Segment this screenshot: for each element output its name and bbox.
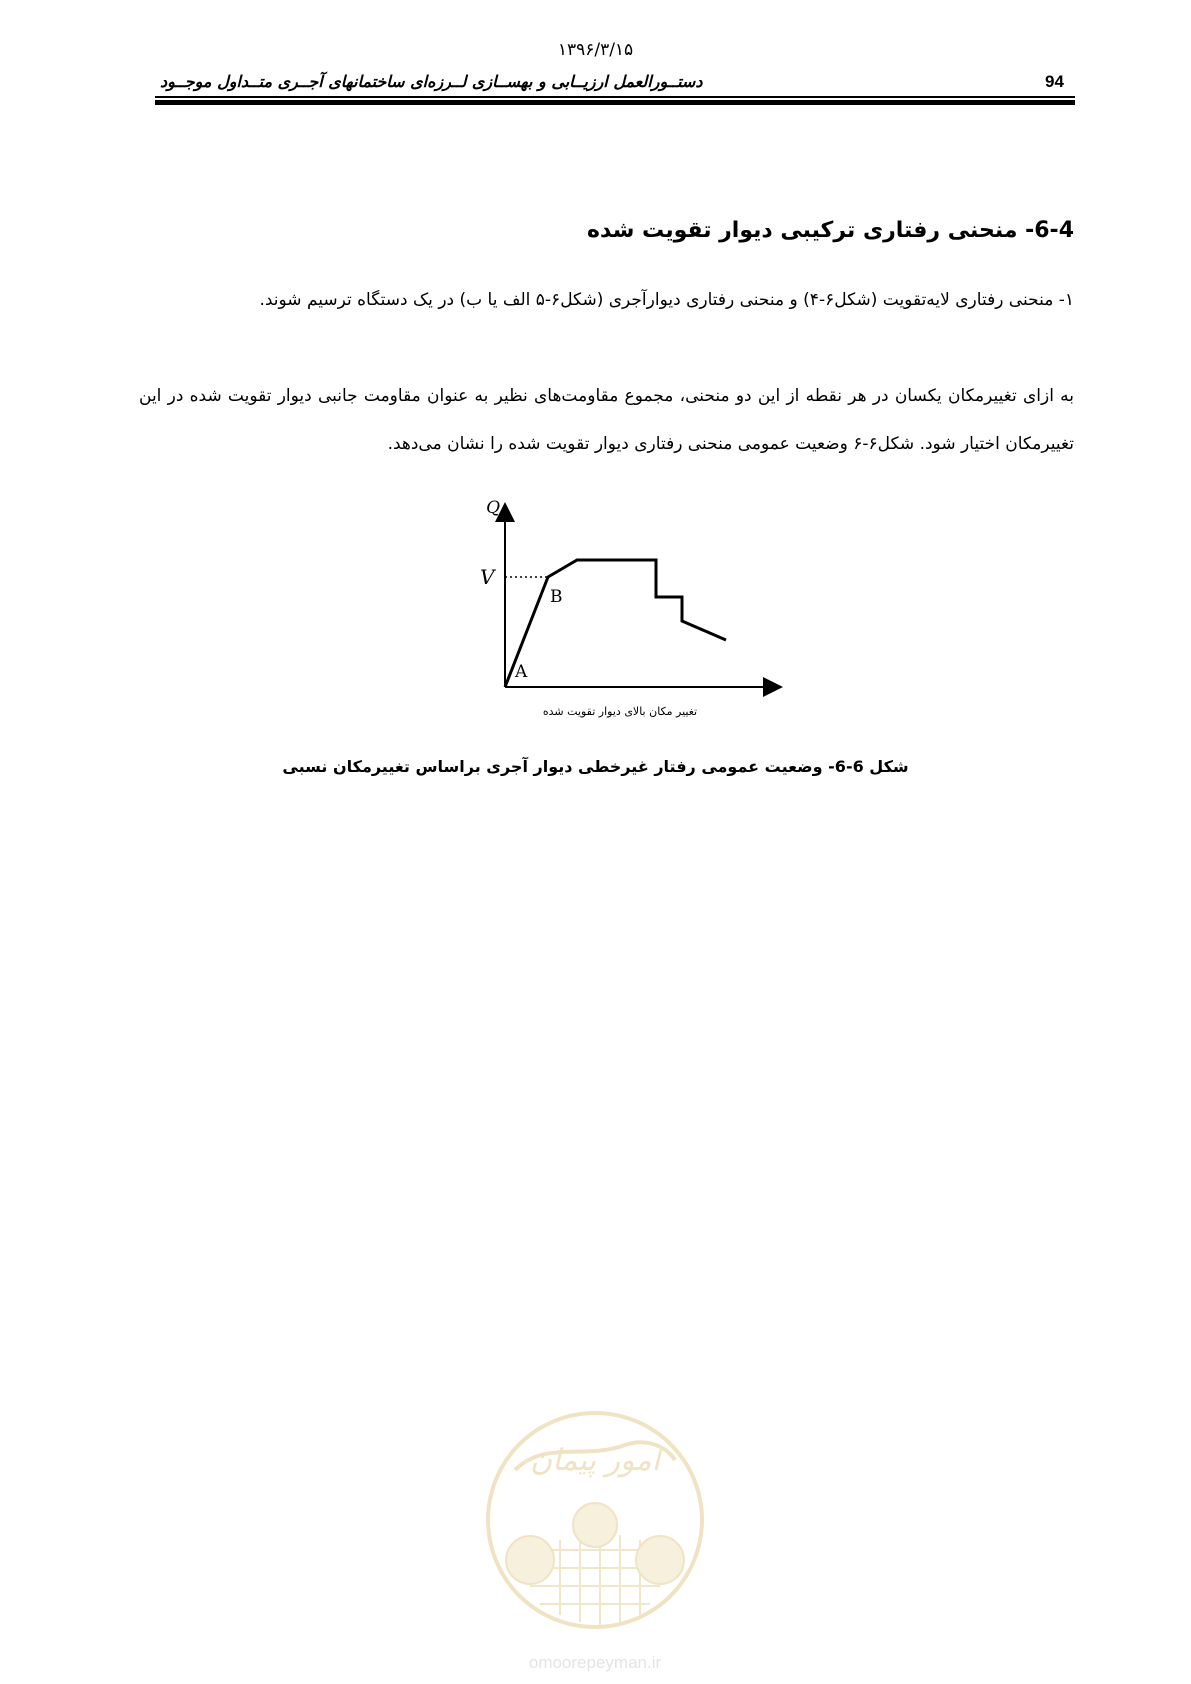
behavior-curve — [505, 560, 726, 687]
v-label: V — [480, 565, 495, 589]
figure-caption: شکل 6-6- وضعیت عمومی رفتار غیرخطی دیوار آجری براساس تغییرمکان نسبی — [282, 757, 909, 776]
paragraph-1: ۱- منحنی رفتاری لایه‌تقویت (شکل۶-۴) و منحنی رفتاری دیوارآجری (شکل۶-۵ الف یا ب) در یک دستگاه ترسیم شوند. — [259, 290, 1074, 310]
header-rule-thick — [155, 100, 1075, 105]
watermark-logo-text: امور پیمان — [530, 1443, 660, 1478]
point-b-label: B — [550, 587, 563, 607]
paragraph-2: به ازای تغییرمکان یکسان در هر نقطه از این دو منحنی، مجموع مقاومت‌های نظیر به عنوان مقاومت جانبی دیوار تقویت شده در این تغییرمکان اختیار شود. شکل۶-۶ وضعیت عمومی منحنی رفتاری دیوار تقویت شده را نشان می‌دهد. — [139, 386, 1074, 454]
watermark-url: omoorepeyman.ir — [528, 1653, 662, 1672]
point-a-label: A — [515, 662, 528, 682]
watermark-logo — [475, 1400, 715, 1675]
header-date: ۱۳۹۶/۳/۱۵ — [557, 40, 634, 60]
page-number: 94 — [1045, 72, 1064, 91]
header-rule-thin — [155, 96, 1075, 98]
x-axis-label: تغییر مکان بالای دیوار تقویت شده — [542, 705, 698, 718]
watermark-seal-icon — [475, 1400, 715, 1675]
y-axis-label: Q — [486, 498, 500, 518]
behavior-curve-figure — [460, 490, 800, 730]
section-heading: 6-4- منحنی رفتاری ترکیبی دیوار تقویت شده — [587, 218, 1074, 243]
running-header-title: دستــورالعمل ارزیــابی و بهســازی لــرزه‌ای ساختمانهای آجــری متــداول موجــود — [160, 72, 703, 91]
behavior-curve-diagram — [460, 490, 800, 730]
